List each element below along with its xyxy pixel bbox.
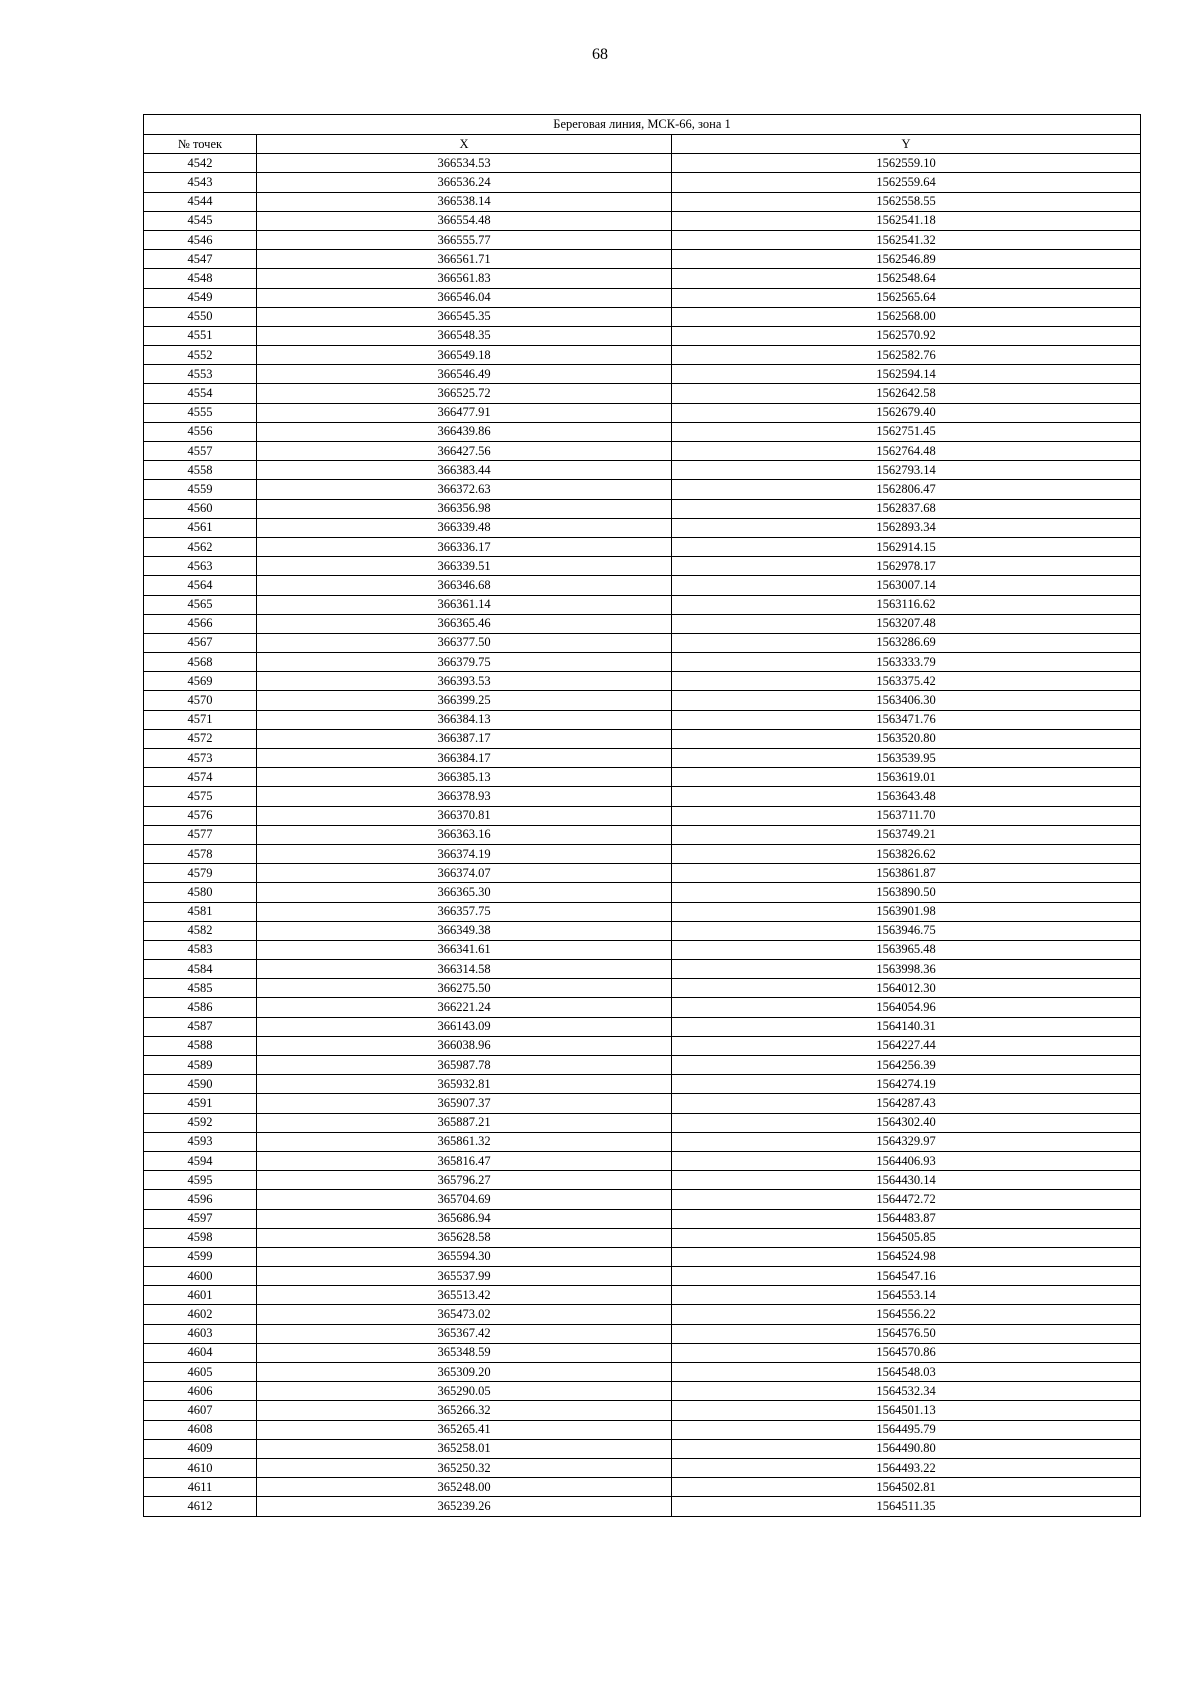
point-number-cell: 4571 [144,710,257,729]
table-row [144,1478,1141,1497]
table-row [144,749,1141,768]
table-row [144,1363,1141,1382]
y-coordinate-cell: 1562582.76 [672,346,1141,365]
table-row [144,288,1141,307]
y-coordinate-cell: 1563520.80 [672,729,1141,748]
x-coordinate-cell: 366356.98 [257,499,672,518]
y-coordinate-cell: 1564329.97 [672,1132,1141,1151]
y-coordinate-cell: 1563946.75 [672,921,1141,940]
table-row [144,1113,1141,1132]
column-header-x: X [257,135,672,154]
y-coordinate-cell: 1563333.79 [672,653,1141,672]
table-row [144,729,1141,748]
point-number-cell: 4566 [144,614,257,633]
x-coordinate-cell: 366554.48 [257,211,672,230]
x-coordinate-cell: 365932.81 [257,1075,672,1094]
x-coordinate-cell: 366546.49 [257,365,672,384]
point-number-cell: 4565 [144,595,257,614]
y-coordinate-cell: 1562893.34 [672,518,1141,537]
y-coordinate-cell: 1564576.50 [672,1324,1141,1343]
table-row [144,442,1141,461]
table-row [144,1075,1141,1094]
y-coordinate-cell: 1562568.00 [672,307,1141,326]
y-coordinate-cell: 1563375.42 [672,672,1141,691]
point-number-cell: 4553 [144,365,257,384]
x-coordinate-cell: 366384.13 [257,710,672,729]
table-row [144,1171,1141,1190]
x-coordinate-cell: 366374.07 [257,864,672,883]
x-coordinate-cell: 365250.32 [257,1458,672,1477]
x-coordinate-cell: 366339.51 [257,557,672,576]
y-coordinate-cell: 1562679.40 [672,403,1141,422]
y-coordinate-cell: 1563207.48 [672,614,1141,633]
x-coordinate-cell: 366561.83 [257,269,672,288]
x-coordinate-cell: 365266.32 [257,1401,672,1420]
table-row [144,384,1141,403]
x-coordinate-cell: 366387.17 [257,729,672,748]
point-number-cell: 4588 [144,1036,257,1055]
point-number-cell: 4550 [144,307,257,326]
x-coordinate-cell: 366546.04 [257,288,672,307]
point-number-cell: 4562 [144,537,257,556]
y-coordinate-cell: 1562978.17 [672,557,1141,576]
table-row [144,1151,1141,1170]
table-row [144,576,1141,595]
point-number-cell: 4611 [144,1478,257,1497]
column-header-point-number: № точек [144,135,257,154]
x-coordinate-cell: 366339.48 [257,518,672,537]
table-row [144,864,1141,883]
x-coordinate-cell: 366561.71 [257,250,672,269]
table-row [144,1267,1141,1286]
y-coordinate-cell: 1564302.40 [672,1113,1141,1132]
y-coordinate-cell: 1564570.86 [672,1343,1141,1362]
table-row [144,902,1141,921]
point-number-cell: 4544 [144,192,257,211]
point-number-cell: 4592 [144,1113,257,1132]
x-coordinate-cell: 366555.77 [257,230,672,249]
y-coordinate-cell: 1563998.36 [672,960,1141,979]
y-coordinate-cell: 1563471.76 [672,710,1141,729]
x-coordinate-cell: 366365.30 [257,883,672,902]
y-coordinate-cell: 1563901.98 [672,902,1141,921]
y-coordinate-cell: 1563826.62 [672,844,1141,863]
point-number-cell: 4573 [144,749,257,768]
point-number-cell: 4585 [144,979,257,998]
y-coordinate-cell: 1562541.32 [672,230,1141,249]
x-coordinate-cell: 366536.24 [257,173,672,192]
column-header-y: Y [672,135,1141,154]
y-coordinate-cell: 1564524.98 [672,1247,1141,1266]
y-coordinate-cell: 1564227.44 [672,1036,1141,1055]
y-coordinate-cell: 1564430.14 [672,1171,1141,1190]
table-row [144,710,1141,729]
x-coordinate-cell: 365248.00 [257,1478,672,1497]
y-coordinate-cell: 1562548.64 [672,269,1141,288]
table-row [144,1190,1141,1209]
x-coordinate-cell: 366427.56 [257,442,672,461]
point-number-cell: 4578 [144,844,257,863]
y-coordinate-cell: 1562559.64 [672,173,1141,192]
x-coordinate-cell: 366384.17 [257,749,672,768]
y-coordinate-cell: 1564483.87 [672,1209,1141,1228]
point-number-cell: 4556 [144,422,257,441]
y-coordinate-cell: 1562546.89 [672,250,1141,269]
y-coordinate-cell: 1563539.95 [672,749,1141,768]
x-coordinate-cell: 366534.53 [257,154,672,173]
table-row [144,518,1141,537]
y-coordinate-cell: 1564140.31 [672,1017,1141,1036]
y-coordinate-cell: 1563116.62 [672,595,1141,614]
x-coordinate-cell: 365290.05 [257,1382,672,1401]
point-number-cell: 4563 [144,557,257,576]
point-number-cell: 4552 [144,346,257,365]
table-row [144,633,1141,652]
y-coordinate-cell: 1562594.14 [672,365,1141,384]
point-number-cell: 4604 [144,1343,257,1362]
table-row [144,1228,1141,1247]
table-title: Береговая линия, МСК-66, зона 1 [144,115,1141,135]
point-number-cell: 4547 [144,250,257,269]
x-coordinate-cell: 366038.96 [257,1036,672,1055]
y-coordinate-cell: 1564274.19 [672,1075,1141,1094]
table-row [144,1056,1141,1075]
y-coordinate-cell: 1563406.30 [672,691,1141,710]
x-coordinate-cell: 365816.47 [257,1151,672,1170]
table-row [144,653,1141,672]
x-coordinate-cell: 366357.75 [257,902,672,921]
point-number-cell: 4570 [144,691,257,710]
table-row [144,461,1141,480]
y-coordinate-cell: 1564490.80 [672,1439,1141,1458]
table-row [144,537,1141,556]
point-number-cell: 4609 [144,1439,257,1458]
point-number-cell: 4567 [144,633,257,652]
y-coordinate-cell: 1563711.70 [672,806,1141,825]
x-coordinate-cell: 366363.16 [257,825,672,844]
x-coordinate-cell: 366221.24 [257,998,672,1017]
table-row [144,211,1141,230]
table-row [144,192,1141,211]
x-coordinate-cell: 366374.19 [257,844,672,863]
y-coordinate-cell: 1564553.14 [672,1286,1141,1305]
x-coordinate-cell: 366549.18 [257,346,672,365]
point-number-cell: 4542 [144,154,257,173]
table-row [144,403,1141,422]
table-row [144,844,1141,863]
point-number-cell: 4572 [144,729,257,748]
x-coordinate-cell: 365686.94 [257,1209,672,1228]
point-number-cell: 4545 [144,211,257,230]
y-coordinate-cell: 1563861.87 [672,864,1141,883]
table-row [144,1209,1141,1228]
table-row [144,1382,1141,1401]
x-coordinate-cell: 366383.44 [257,461,672,480]
x-coordinate-cell: 366314.58 [257,960,672,979]
point-number-cell: 4559 [144,480,257,499]
table-row [144,326,1141,345]
x-coordinate-cell: 365537.99 [257,1267,672,1286]
table-row [144,1017,1141,1036]
point-number-cell: 4568 [144,653,257,672]
table-row [144,154,1141,173]
table-row [144,250,1141,269]
x-coordinate-cell: 365239.26 [257,1497,672,1516]
table-row [144,940,1141,959]
table-row [144,1439,1141,1458]
y-coordinate-cell: 1564532.34 [672,1382,1141,1401]
table-row [144,1324,1141,1343]
y-coordinate-cell: 1564501.13 [672,1401,1141,1420]
table-row [144,614,1141,633]
y-coordinate-cell: 1563619.01 [672,768,1141,787]
point-number-cell: 4601 [144,1286,257,1305]
y-coordinate-cell: 1562541.18 [672,211,1141,230]
x-coordinate-cell: 366393.53 [257,672,672,691]
x-coordinate-cell: 366143.09 [257,1017,672,1036]
point-number-cell: 4548 [144,269,257,288]
x-coordinate-cell: 366399.25 [257,691,672,710]
y-coordinate-cell: 1562837.68 [672,499,1141,518]
table-row [144,1094,1141,1113]
table-row [144,1132,1141,1151]
point-number-cell: 4576 [144,806,257,825]
point-number-cell: 4610 [144,1458,257,1477]
y-coordinate-cell: 1564012.30 [672,979,1141,998]
y-coordinate-cell: 1563890.50 [672,883,1141,902]
x-coordinate-cell: 366336.17 [257,537,672,556]
y-coordinate-cell: 1564493.22 [672,1458,1141,1477]
x-coordinate-cell: 366378.93 [257,787,672,806]
point-number-cell: 4575 [144,787,257,806]
point-number-cell: 4558 [144,461,257,480]
x-coordinate-cell: 366365.46 [257,614,672,633]
y-coordinate-cell: 1564495.79 [672,1420,1141,1439]
point-number-cell: 4593 [144,1132,257,1151]
x-coordinate-cell: 366379.75 [257,653,672,672]
y-coordinate-cell: 1564502.81 [672,1478,1141,1497]
point-number-cell: 4577 [144,825,257,844]
point-number-cell: 4598 [144,1228,257,1247]
table-row [144,173,1141,192]
table-row [144,979,1141,998]
point-number-cell: 4583 [144,940,257,959]
table-row [144,921,1141,940]
table-row [144,1286,1141,1305]
table-row [144,672,1141,691]
table-row [144,787,1141,806]
point-number-cell: 4584 [144,960,257,979]
y-coordinate-cell: 1564505.85 [672,1228,1141,1247]
table-row [144,691,1141,710]
x-coordinate-cell: 366548.35 [257,326,672,345]
x-coordinate-cell: 365594.30 [257,1247,672,1266]
point-number-cell: 4586 [144,998,257,1017]
y-coordinate-cell: 1562565.64 [672,288,1141,307]
x-coordinate-cell: 366349.38 [257,921,672,940]
table-row [144,883,1141,902]
table-row [144,768,1141,787]
y-coordinate-cell: 1562764.48 [672,442,1141,461]
y-coordinate-cell: 1563007.14 [672,576,1141,595]
y-coordinate-cell: 1564256.39 [672,1056,1141,1075]
y-coordinate-cell: 1562570.92 [672,326,1141,345]
x-coordinate-cell: 365309.20 [257,1363,672,1382]
x-coordinate-cell: 366377.50 [257,633,672,652]
y-coordinate-cell: 1564472.72 [672,1190,1141,1209]
table-row [144,998,1141,1017]
x-coordinate-cell: 365348.59 [257,1343,672,1362]
table-row [144,499,1141,518]
x-coordinate-cell: 365473.02 [257,1305,672,1324]
x-coordinate-cell: 365628.58 [257,1228,672,1247]
x-coordinate-cell: 366361.14 [257,595,672,614]
y-coordinate-cell: 1564406.93 [672,1151,1141,1170]
x-coordinate-cell: 366341.61 [257,940,672,959]
y-coordinate-cell: 1562793.14 [672,461,1141,480]
table-row [144,1497,1141,1516]
x-coordinate-cell: 365265.41 [257,1420,672,1439]
point-number-cell: 4579 [144,864,257,883]
x-coordinate-cell: 365987.78 [257,1056,672,1075]
table-row [144,346,1141,365]
table-row [144,1343,1141,1362]
point-number-cell: 4599 [144,1247,257,1266]
x-coordinate-cell: 366477.91 [257,403,672,422]
x-coordinate-cell: 365513.42 [257,1286,672,1305]
point-number-cell: 4561 [144,518,257,537]
point-number-cell: 4594 [144,1151,257,1170]
point-number-cell: 4606 [144,1382,257,1401]
point-number-cell: 4560 [144,499,257,518]
y-coordinate-cell: 1564548.03 [672,1363,1141,1382]
y-coordinate-cell: 1562558.55 [672,192,1141,211]
y-coordinate-cell: 1564287.43 [672,1094,1141,1113]
table-row [144,825,1141,844]
x-coordinate-cell: 366439.86 [257,422,672,441]
y-coordinate-cell: 1563749.21 [672,825,1141,844]
point-number-cell: 4597 [144,1209,257,1228]
table-title-row [144,115,1141,135]
point-number-cell: 4590 [144,1075,257,1094]
point-number-cell: 4555 [144,403,257,422]
point-number-cell: 4587 [144,1017,257,1036]
x-coordinate-cell: 365367.42 [257,1324,672,1343]
point-number-cell: 4557 [144,442,257,461]
table-row [144,1036,1141,1055]
table-row [144,1247,1141,1266]
x-coordinate-cell: 365907.37 [257,1094,672,1113]
point-number-cell: 4600 [144,1267,257,1286]
table-row [144,230,1141,249]
table-row [144,595,1141,614]
x-coordinate-cell: 365887.21 [257,1113,672,1132]
table-row [144,365,1141,384]
point-number-cell: 4591 [144,1094,257,1113]
y-coordinate-cell: 1562751.45 [672,422,1141,441]
point-number-cell: 4589 [144,1056,257,1075]
coordinates-table [143,114,1141,1517]
point-number-cell: 4596 [144,1190,257,1209]
x-coordinate-cell: 365861.32 [257,1132,672,1151]
point-number-cell: 4543 [144,173,257,192]
table-body [144,154,1141,1516]
point-number-cell: 4608 [144,1420,257,1439]
x-coordinate-cell: 366346.68 [257,576,672,595]
page-number: 68 [592,46,608,63]
x-coordinate-cell: 366538.14 [257,192,672,211]
x-coordinate-cell: 365258.01 [257,1439,672,1458]
table-row [144,806,1141,825]
point-number-cell: 4612 [144,1497,257,1516]
point-number-cell: 4580 [144,883,257,902]
x-coordinate-cell: 366370.81 [257,806,672,825]
point-number-cell: 4574 [144,768,257,787]
table-header-row [144,135,1141,154]
point-number-cell: 4602 [144,1305,257,1324]
point-number-cell: 4546 [144,230,257,249]
point-number-cell: 4564 [144,576,257,595]
table-row [144,422,1141,441]
x-coordinate-cell: 366372.63 [257,480,672,499]
y-coordinate-cell: 1563286.69 [672,633,1141,652]
table-row [144,1458,1141,1477]
x-coordinate-cell: 366545.35 [257,307,672,326]
point-number-cell: 4551 [144,326,257,345]
y-coordinate-cell: 1562559.10 [672,154,1141,173]
y-coordinate-cell: 1564511.35 [672,1497,1141,1516]
table-row [144,307,1141,326]
y-coordinate-cell: 1564556.22 [672,1305,1141,1324]
point-number-cell: 4582 [144,921,257,940]
point-number-cell: 4569 [144,672,257,691]
point-number-cell: 4603 [144,1324,257,1343]
table-row [144,1305,1141,1324]
y-coordinate-cell: 1562642.58 [672,384,1141,403]
y-coordinate-cell: 1564054.96 [672,998,1141,1017]
table-row [144,480,1141,499]
table-row [144,1401,1141,1420]
x-coordinate-cell: 366385.13 [257,768,672,787]
x-coordinate-cell: 366275.50 [257,979,672,998]
table-row [144,557,1141,576]
x-coordinate-cell: 365704.69 [257,1190,672,1209]
y-coordinate-cell: 1562806.47 [672,480,1141,499]
y-coordinate-cell: 1563965.48 [672,940,1141,959]
table-row [144,960,1141,979]
point-number-cell: 4581 [144,902,257,921]
table-row [144,269,1141,288]
x-coordinate-cell: 365796.27 [257,1171,672,1190]
y-coordinate-cell: 1564547.16 [672,1267,1141,1286]
point-number-cell: 4554 [144,384,257,403]
point-number-cell: 4595 [144,1171,257,1190]
y-coordinate-cell: 1563643.48 [672,787,1141,806]
point-number-cell: 4549 [144,288,257,307]
x-coordinate-cell: 366525.72 [257,384,672,403]
table-row [144,1420,1141,1439]
y-coordinate-cell: 1562914.15 [672,537,1141,556]
point-number-cell: 4607 [144,1401,257,1420]
point-number-cell: 4605 [144,1363,257,1382]
